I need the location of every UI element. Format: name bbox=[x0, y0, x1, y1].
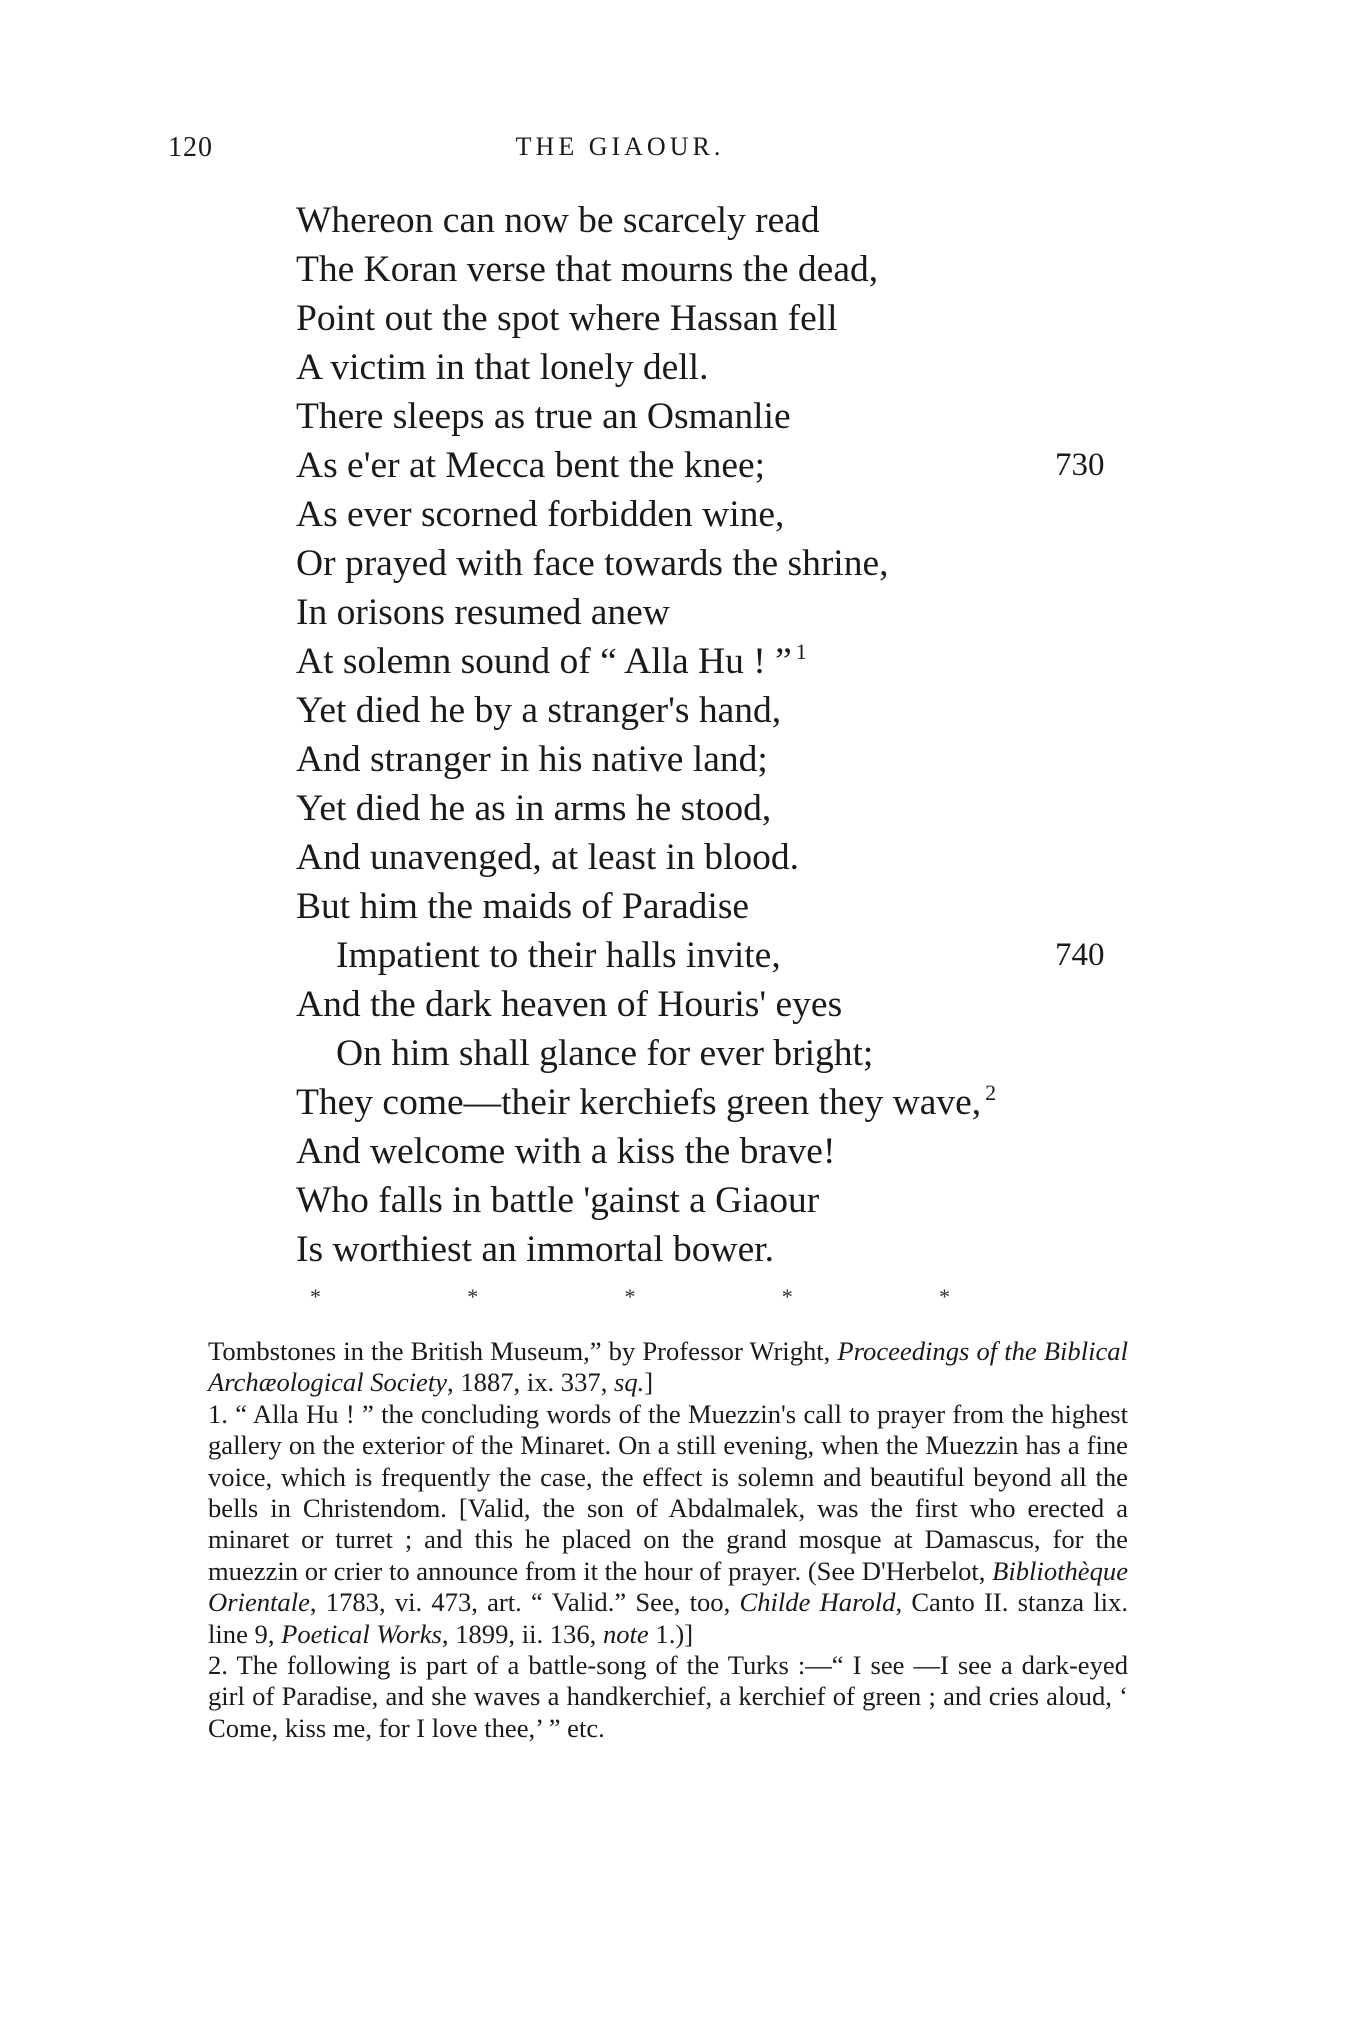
footnote-1: 1. “ Alla Hu ! ” the concluding words of the Muezzin's call to prayer from the highest gallery on the exterior of the Minaret. On a still evening, when the Muezzin has a fine voice, which is frequently the case, the effect is solemn and beautiful beyond all the bells in Christendom. [Valid, the son of Abdalmalek, was the first who erected a minaret or turret ; and this he placed on the grand mosque at Damascus, for the muezzin or crier to announce from it the hour of prayer. (See D'Herbelot, Bibliothèque Orientale, 1783, vi. 473, art. “ Valid.” See, too, Childe Harold, Canto II. stanza lix. line 9, Poetical Works, 1899, ii. 136, note 1.)] bbox=[208, 1398, 1128, 1649]
poem-line: Who falls in battle 'gainst a Giaour bbox=[296, 1180, 820, 1221]
poem-line: At solemn sound of “ Alla Hu ! ” $^1$ bbox=[296, 639, 807, 682]
poem-line: Impatient to their halls invite, 740 bbox=[296, 931, 1196, 980]
section-break bbox=[310, 1284, 950, 1314]
poem-line: And the dark heaven of Houris' eyes bbox=[296, 984, 843, 1025]
footnote-marker: 1 bbox=[795, 639, 807, 664]
star-ornament: * bbox=[467, 1284, 479, 1309]
poem-line: And unavenged, at least in blood. bbox=[296, 837, 800, 878]
poem-line: A victim in that lonely dell. bbox=[296, 347, 709, 388]
page-header bbox=[0, 132, 1362, 172]
poem-line: Whereon can now be scarcely read bbox=[296, 200, 820, 241]
poem-line: Point out the spot where Hassan fell bbox=[296, 298, 838, 339]
footnote-continuation: Tombstones in the British Museum,” by Professor Wright, Proceedings of the Biblical Archæological Society, 1887, ix. 337, sq.] bbox=[208, 1336, 1128, 1398]
poem-line: As e'er at Mecca bent the knee; 730 bbox=[296, 441, 1196, 490]
star-ornament: * bbox=[781, 1284, 793, 1309]
poem-line: Is worthiest an immortal bower. bbox=[296, 1229, 775, 1270]
star-ornament: * bbox=[624, 1284, 636, 1309]
running-title: THE GIAOUR. bbox=[515, 132, 725, 161]
poem-line: And stranger in his native land; bbox=[296, 739, 768, 780]
poem-line: On him shall glance for ever bright; bbox=[336, 1033, 874, 1074]
line-number: 730 bbox=[1055, 447, 1105, 483]
poem-line: Or prayed with face towards the shrine, bbox=[296, 543, 889, 584]
footnote-marker: 2 bbox=[985, 1080, 997, 1105]
poem-line: There sleeps as true an Osmanlie bbox=[296, 396, 791, 437]
footnote-2: 2. The following is part of a battle-song of the Turks :—“ I see —I see a dark-eyed girl of Paradise, and she waves a handkerchief, a kerchief of green ; and cries aloud, ‘ Come, kiss me, for I love thee,’ ” etc. bbox=[208, 1650, 1128, 1743]
star-ornament: * bbox=[939, 1284, 950, 1309]
poem-line: Yet died he by a stranger's hand, bbox=[296, 690, 782, 731]
line-number: 740 bbox=[1055, 937, 1105, 973]
poem-line: The Koran verse that mourns the dead, bbox=[296, 249, 879, 290]
poem-line: Yet died he as in arms he stood, bbox=[296, 788, 772, 829]
footnotes bbox=[208, 1336, 1128, 1744]
poem-line: But him the maids of Paradise bbox=[296, 886, 750, 927]
poem-line: They come—their kerchiefs green they wave, $^2$ bbox=[296, 1080, 997, 1123]
page-number: 120 bbox=[168, 132, 213, 163]
star-ornament: * bbox=[310, 1284, 321, 1309]
poem-line: And welcome with a kiss the brave! bbox=[296, 1131, 836, 1172]
poem-line: As ever scorned forbidden wine, bbox=[296, 494, 785, 535]
poem-text bbox=[296, 196, 1196, 1274]
poem-line: In orisons resumed anew bbox=[296, 592, 670, 633]
